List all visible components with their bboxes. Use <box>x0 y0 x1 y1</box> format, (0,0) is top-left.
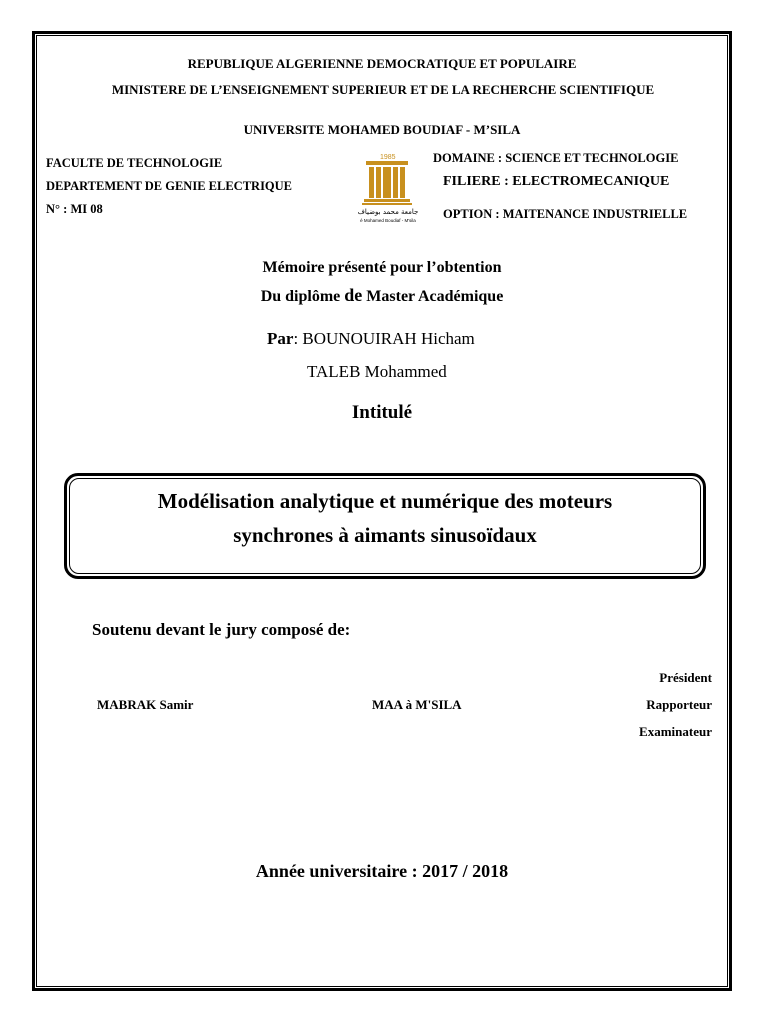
memoire-line2-part-c: Master Académique <box>362 288 504 305</box>
department-label: DEPARTEMENT DE GENIE ELECTRIQUE <box>46 179 293 193</box>
logo-arabic: جامعة محمد بوضياف <box>357 208 419 216</box>
header-ministry: MINISTERE DE L’ENSEIGNEMENT SUPERIEUR ET DE LA RECHERCHE SCIENTIFIQUE <box>111 82 655 97</box>
memoire-number: N° : MI 08 <box>46 202 103 216</box>
filiere-label: FILIERE : ELECTROMECANIQUE <box>443 174 670 189</box>
thesis-title-line1: Modélisation analytique et numérique des moteurs <box>157 489 613 513</box>
domain-label: DOMAINE : SCIENCE ET TECHNOLOGIE <box>433 151 679 165</box>
author-line1 <box>267 329 475 349</box>
intitule-label: Intitulé <box>351 402 413 423</box>
jury-member-grade: MAA à M'SILA <box>372 697 462 712</box>
memoire-line1: Mémoire présenté pour l’obtention <box>262 259 502 276</box>
header-republic: REPUBLIQUE ALGERIENNE DEMOCRATIQUE ET POPULAIRE <box>187 56 577 71</box>
author2-name: TALEB Mohammed <box>307 362 447 381</box>
jury-heading: Soutenu devant le jury composé de: <box>92 620 351 639</box>
header-university: UNIVERSITE MOHAMED BOUDIAF - M’SILA <box>243 122 521 137</box>
memoire-line2-part-a: Du diplôme <box>260 288 345 305</box>
option-label: OPTION : MAITENANCE INDUSTRIELLE <box>443 207 688 221</box>
jury-member-name: MABRAK Samir <box>97 697 194 712</box>
memoire-line2 <box>36 285 728 306</box>
jury-role-rapporteur: Rapporteur <box>646 697 712 712</box>
jury-role-president: Président <box>659 670 712 685</box>
academic-year: Année universitaire : 2017 / 2018 <box>255 861 509 881</box>
faculty-label: FACULTE DE TECHNOLOGIE <box>46 156 223 170</box>
thesis-title <box>69 484 701 552</box>
par-label: Par <box>267 329 294 348</box>
thesis-title-line2: synchrones à aimants sinusoïdaux <box>233 523 537 547</box>
memoire-line2-part-b: de <box>344 285 363 305</box>
logo-latin: é Mohamed Boudiaf - M'sila <box>360 218 416 223</box>
jury-role-examinateur: Examinateur <box>639 724 712 739</box>
author1-name: : BOUNOUIRAH Hicham <box>293 329 475 348</box>
university-logo <box>350 150 432 226</box>
logo-year: 1985 <box>380 154 396 161</box>
